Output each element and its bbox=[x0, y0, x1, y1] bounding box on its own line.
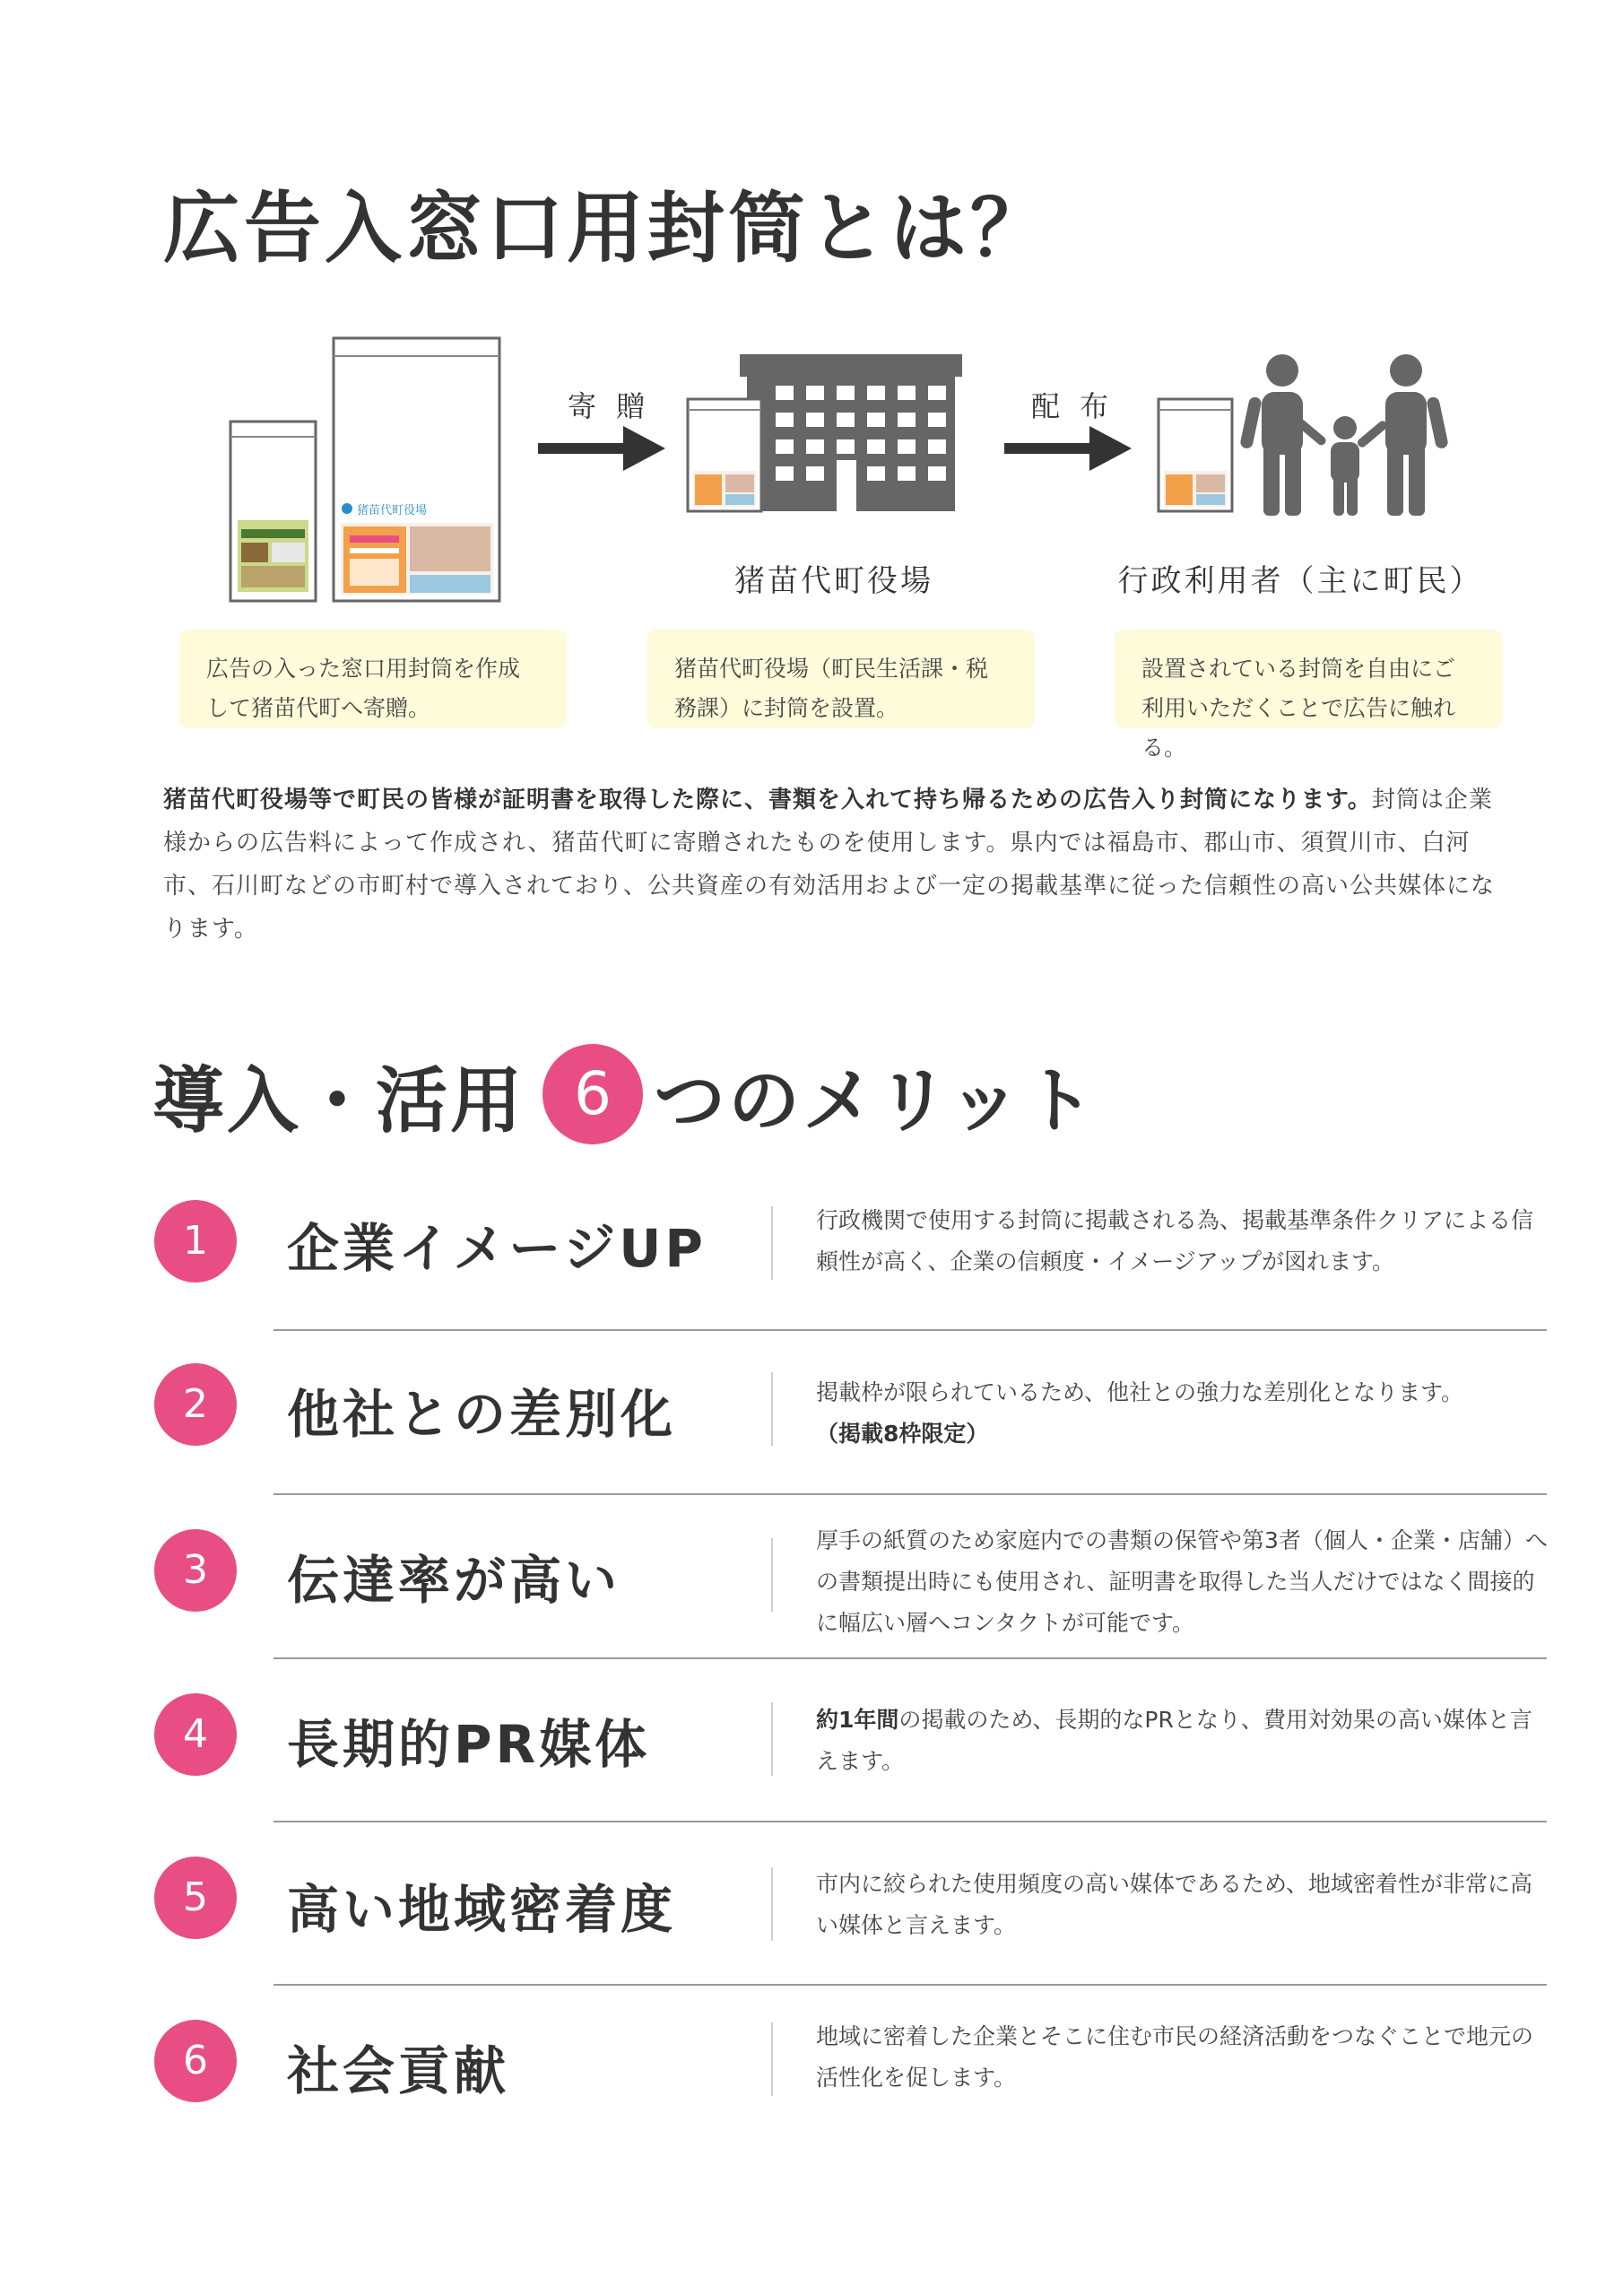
merit-number-3: 3 bbox=[154, 1529, 237, 1612]
merit-title-6: 社会貢献 bbox=[287, 2040, 510, 2101]
place-label-town-hall: 猪苗代町役場 bbox=[734, 563, 933, 599]
merit-divider bbox=[771, 1372, 773, 1446]
section-title-envelope: 広告入窓口用封筒とは？ bbox=[163, 184, 1051, 274]
merits-count-badge: 6 bbox=[542, 1044, 643, 1144]
family-icon bbox=[1239, 354, 1449, 516]
merit-separator bbox=[273, 1493, 1547, 1495]
envelope-illustration bbox=[229, 336, 516, 605]
merit-divider bbox=[771, 2022, 773, 2096]
arrow-right-icon bbox=[1004, 422, 1134, 475]
merit-separator bbox=[273, 1657, 1547, 1659]
merit-divider bbox=[771, 1702, 773, 1776]
merit-title-1: 企業イメージUP bbox=[287, 1218, 707, 1279]
small-envelope-icon bbox=[230, 422, 316, 601]
merit-desc-4: 約1年間の掲載のため、長期的なPRとなり、費用対効果の高い媒体と言えます。 bbox=[816, 1707, 1532, 1774]
merit-desc-2: 掲載枠が限られているため、他社との強力な差別化となります。 （掲載8枠限定） bbox=[816, 1379, 1464, 1447]
note-donate: 広告の入った窓口用封筒を作成して猪苗代町へ寄贈。 bbox=[179, 630, 567, 728]
note-install: 猪苗代町役場（町民生活課・税務課）に封筒を設置。 bbox=[647, 630, 1035, 728]
merit-title-2: 他社との差別化 bbox=[287, 1384, 677, 1445]
merit-number-1: 1 bbox=[154, 1200, 237, 1283]
merit-separator bbox=[273, 1984, 1547, 1986]
intro-bold-text: 猪苗代町役場等で町民の皆様が証明書を取得した際に、書類を入れて持ち帰るための広告入り封筒になります。 bbox=[163, 787, 1372, 813]
merit-title-3: 伝達率が高い bbox=[287, 1550, 621, 1611]
merit-number-5: 5 bbox=[154, 1857, 237, 1939]
merit-divider bbox=[771, 1538, 773, 1612]
arrow-right-icon bbox=[538, 422, 668, 475]
intro-paragraph bbox=[163, 778, 1508, 951]
merit-separator bbox=[273, 1821, 1547, 1822]
flow-label-donate: 寄 贈 bbox=[568, 389, 651, 423]
svg-text:猪苗代町役場: 猪苗代町役場 bbox=[357, 504, 428, 517]
merit-number-4: 4 bbox=[154, 1693, 237, 1776]
residents-illustration bbox=[1157, 345, 1453, 525]
merit-desc-3: 厚手の紙質のため家庭内での書類の保管や第3者（個人・企業・店舗）への書類提出時にも使用され、証明書を取得した当人だけではなく間接的に幅広い層へコンタクトが可能です。 bbox=[816, 1527, 1548, 1636]
envelope-icon bbox=[1159, 399, 1232, 511]
merits-title-suffix: つのメリット bbox=[654, 1058, 1098, 1143]
merit-number-2: 2 bbox=[154, 1363, 237, 1446]
merit-title-4: 長期的PR媒体 bbox=[287, 1714, 651, 1775]
place-label-residents: 行政利用者（主に町民） bbox=[1117, 563, 1483, 599]
building-icon bbox=[740, 354, 962, 511]
large-envelope-icon bbox=[334, 338, 499, 601]
town-hall-illustration bbox=[686, 354, 964, 516]
merit-desc-6: 地域に密着した企業とそこに住む市民の経済活動をつなぐことで地元の活性化を促します。 bbox=[816, 2023, 1534, 2091]
section-title-merits bbox=[152, 1040, 1098, 1148]
intro-text: 封筒は企業様からの広告料によって作成され、猪苗代町に寄贈されたものを使用します。県内では福島市、郡山市、須賀川市、白河市、石川町などの市町村で導入されており、公共資産の有効活用および一定の掲載基準に従った信頼性の高い公共媒体になります。 bbox=[163, 787, 1496, 943]
merits-title-prefix: 導入・活用 bbox=[152, 1058, 525, 1143]
merit-divider bbox=[771, 1867, 773, 1941]
envelope-icon bbox=[688, 399, 761, 511]
merit-desc-5: 市内に絞られた使用頻度の高い媒体であるため、地域密着性が非常に高い媒体と言えます。 bbox=[816, 1871, 1533, 1938]
merit-number-6: 6 bbox=[154, 2020, 237, 2102]
merit-divider bbox=[771, 1206, 773, 1280]
merit-separator bbox=[273, 1329, 1547, 1331]
flow-label-distribute: 配 布 bbox=[1031, 389, 1115, 423]
merit-desc-1: 行政機関で使用する封筒に掲載される為、掲載基準条件クリアによる信頼性が高く、企業の信頼度・イメージアップが図れます。 bbox=[816, 1207, 1534, 1274]
note-use: 設置されている封筒を自由にご利用いただくことで広告に触れる。 bbox=[1115, 630, 1502, 728]
merit-title-5: 高い地域密着度 bbox=[287, 1879, 677, 1940]
